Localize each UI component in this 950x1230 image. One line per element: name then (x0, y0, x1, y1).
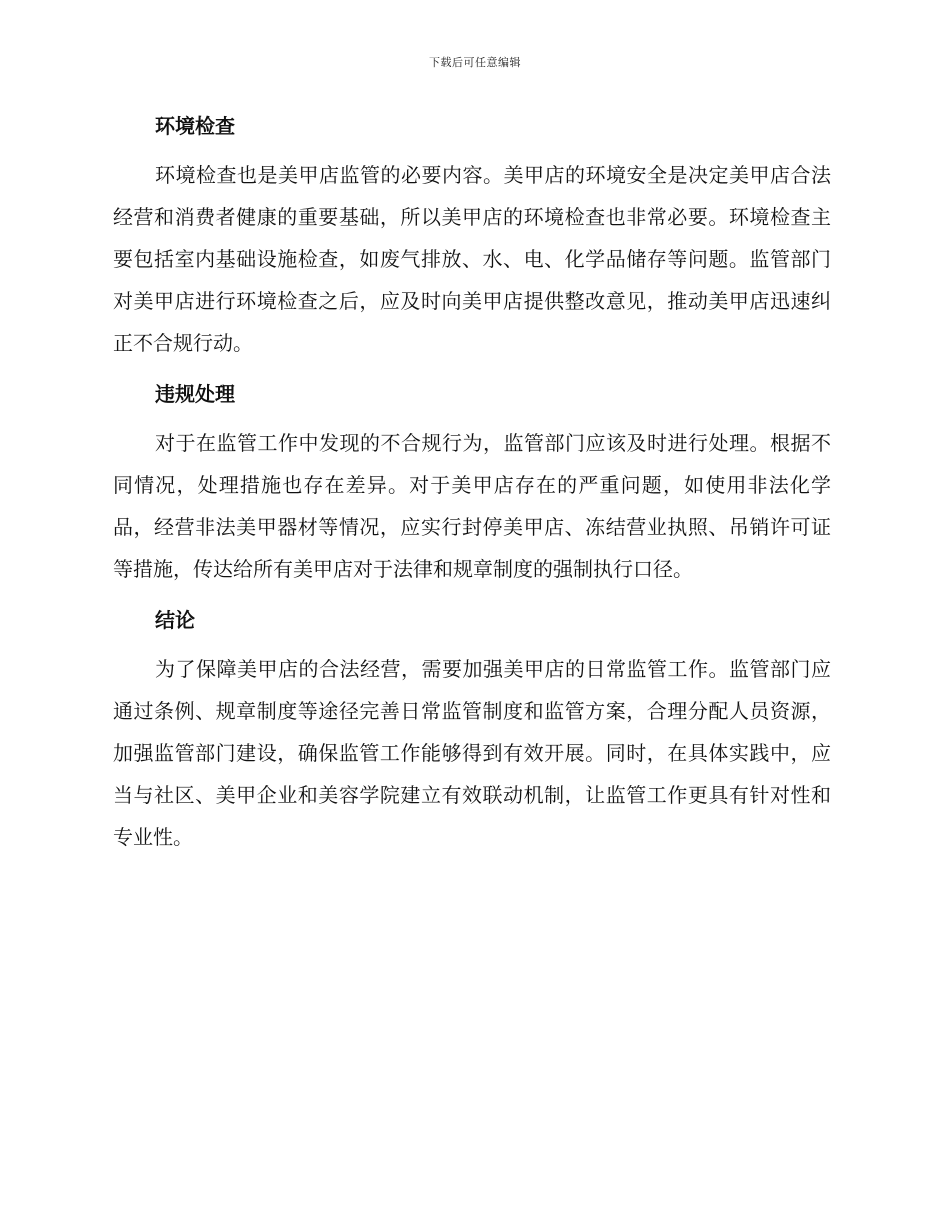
section-heading: 结论 (155, 608, 195, 632)
section-violation-handling (113, 376, 831, 590)
document-body (113, 108, 831, 870)
section-heading: 违规处理 (155, 382, 235, 406)
section-paragraph: 为了保障美甲店的合法经营，需要加强美甲店的日常监管工作。监管部门应通过条例、规章制度等途径完善日常监管制度和监管方案，合理分配人员资源，加强监管部门建设，确保监管工作能够得到有效开展。同时，在具体实践中，应当与社区、美甲企业和美容学院建立有效联动机制，让监管工作更具有针对性和专业性。 (113, 657, 831, 849)
page-header-note: 下载后可任意编辑 (429, 56, 521, 69)
section-paragraph: 环境检查也是美甲店监管的必要内容。美甲店的环境安全是决定美甲店合法经营和消费者健康的重要基础，所以美甲店的环境检查也非常必要。环境检查主要包括室内基础设施检查，如废气排放、水、电、化学品储存等问题。监管部门对美甲店进行环境检查之后，应及时向美甲店提供整改意见，推动美甲店迅速纠正不合规行动。 (113, 163, 831, 355)
section-conclusion (113, 602, 831, 858)
section-heading: 环境检查 (155, 114, 235, 138)
section-environment-check (113, 108, 831, 364)
section-paragraph: 对于在监管工作中发现的不合规行为，监管部门应该及时进行处理。根据不同情况，处理措施也存在差异。对于美甲店存在的严重问题，如使用非法化学品，经营非法美甲器材等情况，应实行封停美甲店、冻结营业执照、吊销许可证等措施，传达给所有美甲店对于法律和规章制度的强制执行口径。 (113, 431, 831, 581)
